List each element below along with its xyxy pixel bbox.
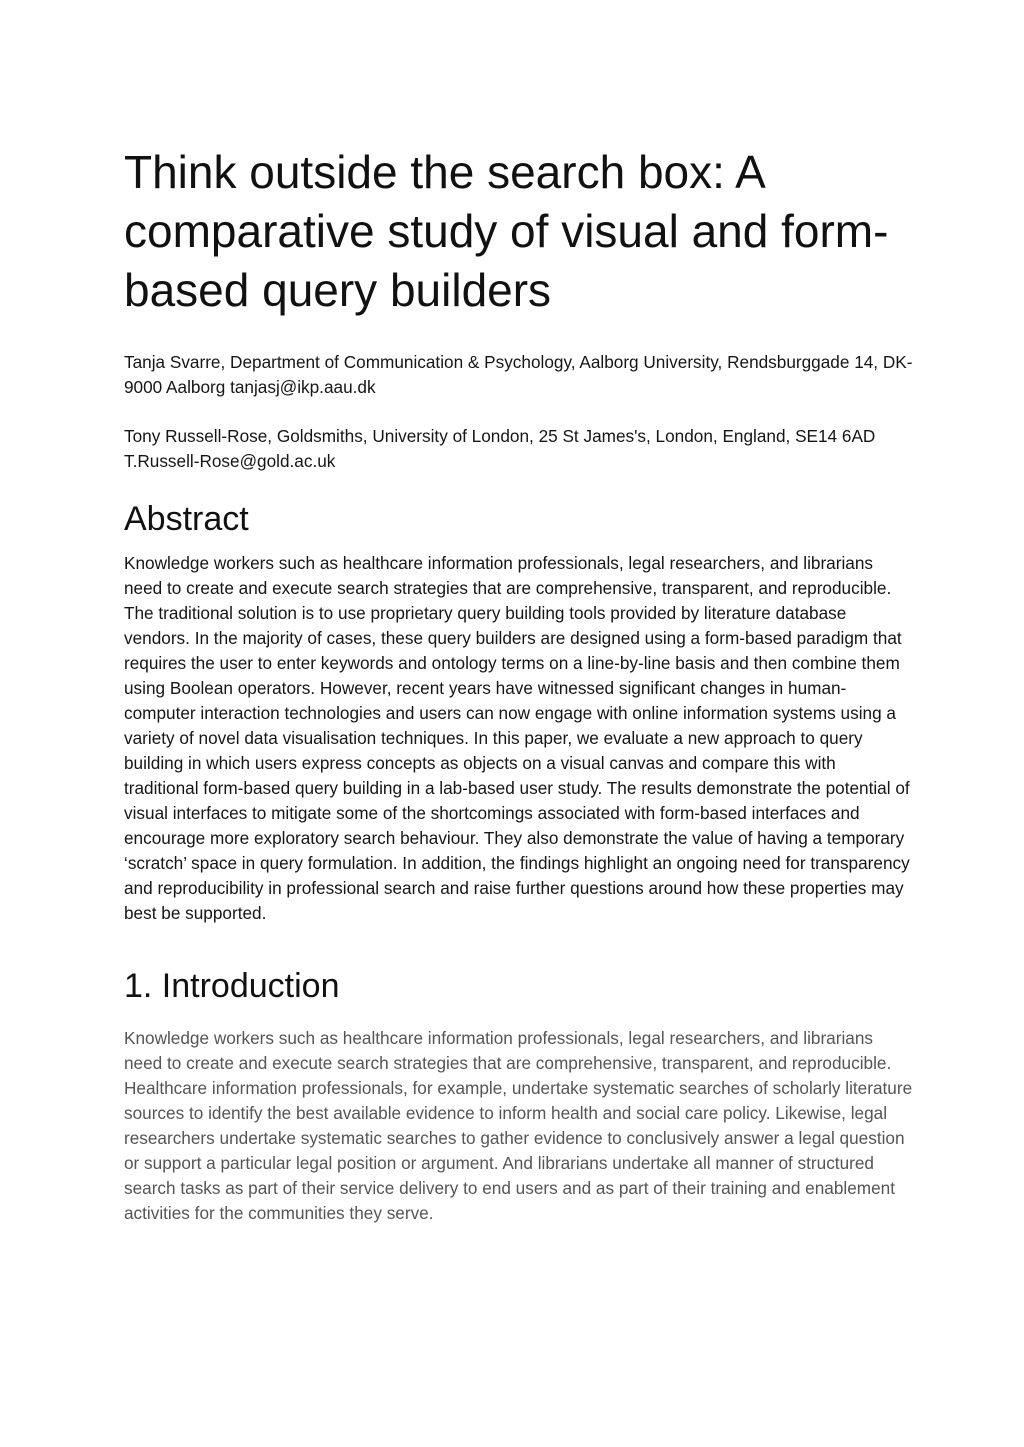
- author-list: [124, 350, 914, 474]
- abstract-heading: Abstract: [124, 500, 249, 538]
- paper-title: Think outside the search box: A comparative study of visual and form-based query builders: [124, 146, 889, 316]
- author-affiliation: Tanja Svarre, Department of Communication & Psychology, Aalborg University, Rendsburggade 14, DK-9000 Aalborg tanjasj@ikp.aau.dk: [124, 352, 913, 397]
- abstract-paragraph: Knowledge workers such as healthcare information professionals, legal researchers, and librarians need to create and execute search strategies that are comprehensive, transparent, and reproducible. The traditional solution is to use proprietary query building tools provided by literature database vendors. In the majority of cases, these query builders are designed using a form-based paradigm that requires the user to enter keywords and ontology terms on a line-by-line basis and then combine them using Boolean operators. However, recent years have witnessed significant changes in human-computer interaction technologies and users can now engage with online information systems using a variety of novel data visualisation techniques. In this paper, we evaluate a new approach to query building in which users express concepts as objects on a visual canvas and compare this with traditional form-based query building in a lab-based user study. The results demonstrate the potential of visual interfaces to mitigate some of the shortcomings associated with form-based interfaces and encourage more exploratory search behaviour. They also demonstrate the value of having a temporary ‘scratch’ space in query formulation. In addition, the findings highlight an ongoing need for transparency and reproducibility in professional search and raise further questions around how these properties may best be supported.: [124, 553, 910, 923]
- introduction-paragraph: Knowledge workers such as healthcare information professionals, legal researchers, and librarians need to create and execute search strategies that are comprehensive, transparent, and reproducible. Healthcare information professionals, for example, undertake systematic searches of scholarly literature sources to identify the best available evidence to inform health and social care policy. Likewise, legal researchers undertake systematic searches to gather evidence to conclusively answer a legal question or support a particular legal position or argument. And librarians undertake all manner of structured search tasks as part of their service delivery to end users and as part of their training and enablement activities for the communities they serve.: [124, 1028, 913, 1223]
- paper-page: [124, 143, 914, 1226]
- author-affiliation: Tony Russell-Rose, Goldsmiths, University of London, 25 St James's, London, England, SE14 6AD T.Russell-Rose@gold.ac.uk: [124, 426, 876, 471]
- introduction-heading: 1. Introduction: [124, 967, 340, 1005]
